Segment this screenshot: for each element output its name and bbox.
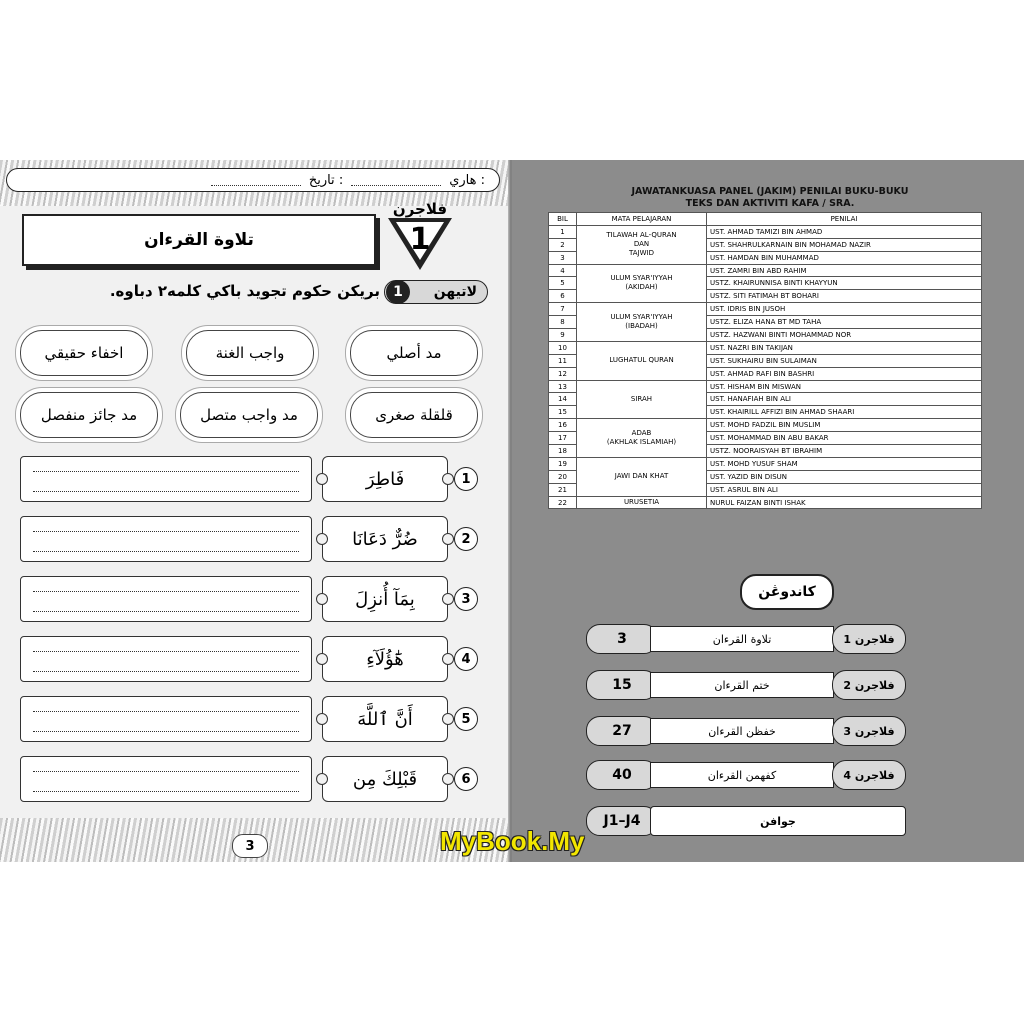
assessor-name: UST. NAZRI BIN TAKIJAN — [707, 341, 982, 354]
subject-cell — [577, 496, 707, 509]
subject-line: ADAB — [631, 429, 652, 438]
row-number: 20 — [549, 470, 577, 483]
table-header-assessor: PENILAI — [707, 213, 982, 226]
page-number: 3 — [232, 834, 268, 858]
answer-field[interactable] — [20, 696, 312, 742]
row-number: 15 — [549, 406, 577, 419]
assessor-name: UST. MOHD FADZIL BIN MUSLIM — [707, 419, 982, 432]
assessor-name: UST. YAZID BIN DISUN — [707, 470, 982, 483]
contents-row[interactable] — [586, 670, 904, 700]
name-date-bar — [6, 168, 500, 192]
row-number: 6 — [549, 290, 577, 303]
table-row — [549, 457, 982, 470]
contents-title: خفظن القرءان — [650, 718, 834, 744]
date-label: تاريخ : — [308, 172, 344, 188]
question-word: فَاطِرَ — [322, 456, 448, 502]
subject-line: JAWI DAN KHAT — [614, 472, 669, 481]
question-word: ضُرٌّ دَعَانَا — [322, 516, 448, 562]
panel-title — [600, 186, 940, 210]
table-row — [549, 264, 982, 277]
question-number: 4 — [454, 647, 478, 671]
subject-line: (AKIDAH) — [625, 283, 658, 292]
assessor-name: UST. HISHAM BIN MISWAN — [707, 380, 982, 393]
answer-field[interactable] — [20, 576, 312, 622]
row-number: 7 — [549, 303, 577, 316]
row-number: 10 — [549, 341, 577, 354]
table-row — [549, 225, 982, 238]
subject-line: LUGHATUL QURAN — [609, 356, 674, 365]
row-number: 9 — [549, 329, 577, 342]
assessor-name: NURUL FAIZAN BINTI ISHAK — [707, 496, 982, 509]
row-number: 4 — [549, 264, 577, 277]
row-number: 18 — [549, 445, 577, 458]
subject-line: TAJWID — [629, 249, 654, 258]
subject-cell — [577, 303, 707, 342]
contents-title: تلاوة القرءان — [650, 626, 834, 652]
subject-cell — [577, 225, 707, 264]
answer-field[interactable] — [20, 516, 312, 562]
contents-page: 15 — [586, 670, 658, 700]
row-number: 8 — [549, 316, 577, 329]
exercise-label: لاتيهن — [433, 284, 477, 300]
option-cloud: مد جائز منفصل — [20, 392, 158, 438]
panel-title-line-2: TEKS DAN AKTIVITI KAFA / SRA. — [685, 198, 855, 209]
table-header-bil: BIL — [549, 213, 577, 226]
subject-cell — [577, 457, 707, 496]
subject-line: ULUM SYAR'IYYAH — [610, 274, 673, 283]
option-cloud: اخفاء حقيقي — [20, 330, 148, 376]
contents-title: كفهمن القرءان — [650, 762, 834, 788]
assessor-name: USTZ. KHAIRUNNISA BINTI KHAYYUN — [707, 277, 982, 290]
question-number: 2 — [454, 527, 478, 551]
assessor-name: UST. MOHD YUSUF SHAM — [707, 457, 982, 470]
subject-line: URUSETIA — [623, 498, 660, 507]
question-number: 3 — [454, 587, 478, 611]
subject-line: DAN — [633, 240, 650, 249]
row-number: 11 — [549, 354, 577, 367]
contents-chapter: فلاجرن 3 — [832, 716, 906, 746]
subject-cell — [577, 341, 707, 380]
contents-badge: كاندوڠن — [740, 574, 834, 610]
assessor-name: UST. AHMAD RAFI BIN BASHRI — [707, 367, 982, 380]
subject-cell — [577, 380, 707, 419]
table-row — [549, 419, 982, 432]
subject-line: ULUM SYAR'IYYAH — [610, 313, 673, 322]
chapter-title: تلاوة القرءان — [22, 214, 376, 266]
assessor-name: USTZ. NOORAISYAH BT IBRAHIM — [707, 445, 982, 458]
table-row — [549, 380, 982, 393]
row-number: 21 — [549, 483, 577, 496]
option-cloud: مد أصلي — [350, 330, 478, 376]
row-number: 5 — [549, 277, 577, 290]
contents-page: 40 — [586, 760, 658, 790]
contents-title: جوافن — [650, 806, 906, 836]
assessor-name: UST. SUKHAIRU BIN SULAIMAN — [707, 354, 982, 367]
contents-page: 3 — [586, 624, 658, 654]
subject-line: SIRAH — [630, 394, 653, 403]
question-number: 6 — [454, 767, 478, 791]
assessor-name: UST. AHMAD TAMIZI BIN AHMAD — [707, 225, 982, 238]
assessor-name: USTZ. SITI FATIMAH BT BOHARI — [707, 290, 982, 303]
watermark-text: MyBook.My — [440, 826, 585, 856]
table-row — [549, 341, 982, 354]
name-label: هاري : — [449, 172, 485, 188]
chapter-label: فلاجرن — [392, 200, 448, 218]
panel-title-line-1: JAWATANKUASA PANEL (JAKIM) PENILAI BUKU-BUKU — [631, 186, 909, 197]
assessor-name: UST. SHAHRULKARNAIN BIN MOHAMAD NAZIR — [707, 238, 982, 251]
question-word: قَبْلِكَ مِن — [322, 756, 448, 802]
contents-page: J1–J4 — [586, 806, 658, 836]
subject-line: (AKHLAK ISLAMIAH) — [606, 438, 677, 447]
contents-page: 27 — [586, 716, 658, 746]
assessor-name: USTZ. HAZWANI BINTI MOHAMMAD NOR — [707, 329, 982, 342]
question-word: هَٰٓؤُلَآءِ — [322, 636, 448, 682]
question-number: 5 — [454, 707, 478, 731]
option-cloud: قلقلة صغرى — [350, 392, 478, 438]
assessor-name: UST. HAMDAN BIN MUHAMMAD — [707, 251, 982, 264]
date-line[interactable] — [211, 175, 301, 186]
assessor-name: USTZ. ELIZA HANA BT MD TAHA — [707, 316, 982, 329]
contents-row[interactable] — [586, 624, 904, 654]
row-number: 3 — [549, 251, 577, 264]
contents-chapter: فلاجرن 4 — [832, 760, 906, 790]
contents-chapter: فلاجرن 2 — [832, 670, 906, 700]
assessor-name: UST. ASRUL BIN ALI — [707, 483, 982, 496]
assessor-table — [548, 212, 982, 509]
subject-cell — [577, 419, 707, 458]
row-number: 1 — [549, 225, 577, 238]
contents-row[interactable] — [586, 760, 904, 790]
assessor-name: UST. HANAFIAH BIN ALI — [707, 393, 982, 406]
question-number: 1 — [454, 467, 478, 491]
option-cloud: واجب الغنة — [186, 330, 314, 376]
table-header-subject: MATA PELAJARAN — [577, 213, 707, 226]
option-cloud: مد واجب متصل — [180, 392, 318, 438]
assessor-name: UST. IDRIS BIN JUSOH — [707, 303, 982, 316]
row-number: 13 — [549, 380, 577, 393]
subject-line: TILAWAH AL-QURAN — [606, 231, 677, 240]
question-word: بِمَآ أُنزِلَ — [322, 576, 448, 622]
assessor-name: UST. ZAMRI BIN ABD RAHIM — [707, 264, 982, 277]
instruction-text: بريكن حكوم تجويد باكي كلمه٢ دباوه. — [109, 282, 380, 300]
contents-chapter: فلاجرن 1 — [832, 624, 906, 654]
name-line[interactable] — [351, 175, 441, 186]
contents-row[interactable] — [586, 716, 904, 746]
row-number: 16 — [549, 419, 577, 432]
answer-field[interactable] — [20, 756, 312, 802]
row-number: 14 — [549, 393, 577, 406]
answer-field[interactable] — [20, 636, 312, 682]
contents-title: ختم القرءان — [650, 672, 834, 698]
subject-line: (IBADAH) — [625, 322, 658, 331]
assessor-name: UST. KHAIRILL AFFIZI BIN AHMAD SHAARI — [707, 406, 982, 419]
row-number: 19 — [549, 457, 577, 470]
row-number: 17 — [549, 432, 577, 445]
contents-row[interactable] — [586, 806, 904, 836]
table-row — [549, 496, 982, 509]
subject-cell — [577, 264, 707, 303]
exercise-number: 1 — [386, 280, 410, 304]
chapter-number: 1 — [409, 222, 431, 257]
table-row — [549, 303, 982, 316]
question-word: أَنَّ ٱللَّهَ — [322, 696, 448, 742]
assessor-name: UST. MOHAMMAD BIN ABU BAKAR — [707, 432, 982, 445]
answer-field[interactable] — [20, 456, 312, 502]
row-number: 2 — [549, 238, 577, 251]
row-number: 22 — [549, 496, 577, 509]
row-number: 12 — [549, 367, 577, 380]
